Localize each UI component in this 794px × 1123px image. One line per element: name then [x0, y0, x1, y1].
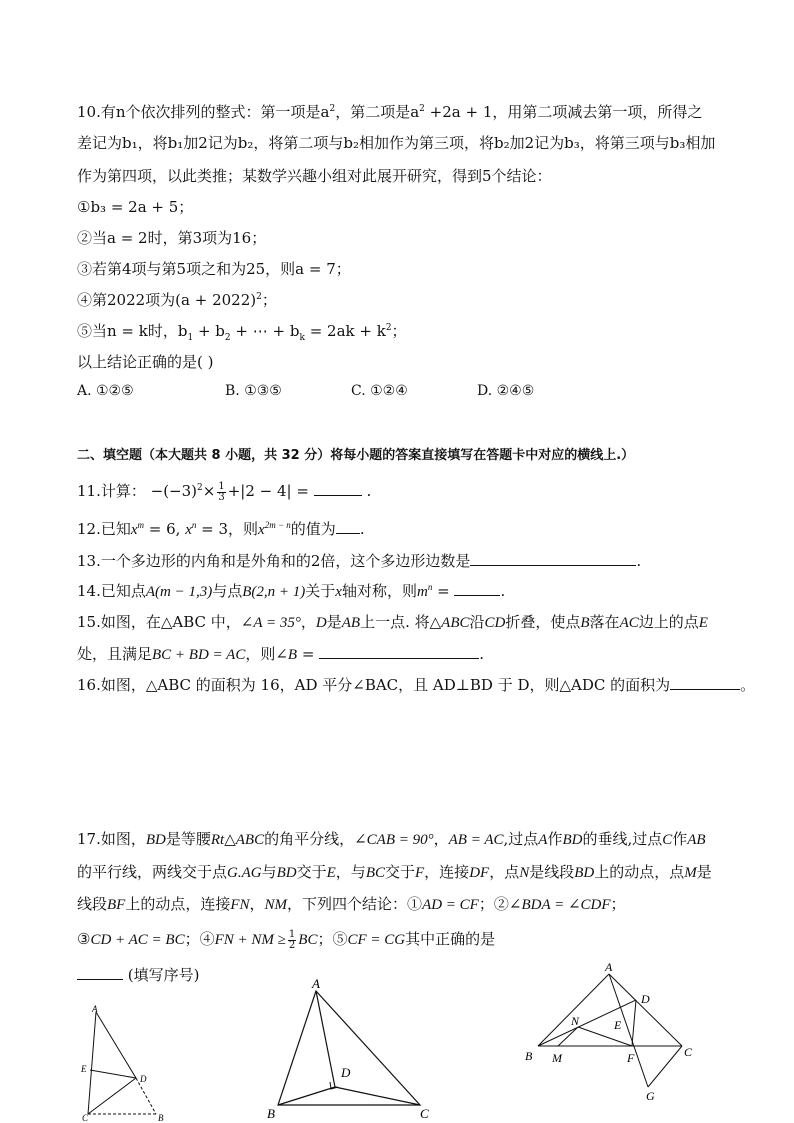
- q14-answer-blank[interactable]: [454, 581, 500, 596]
- fig3-label-d: D: [641, 992, 650, 1006]
- section-2-header: 二、填空题（本大题共 8 小题，共 32 分）将每小题的答案直接填写在答题卡中对应的横线上.）: [77, 448, 635, 463]
- fig1-label-c: C: [82, 1113, 89, 1123]
- fig3-label-e: E: [614, 1018, 622, 1032]
- q17-line4: ③CD + AC = BC；④FN + NM ≥ $\frac{1}{2}$ BC；⑤CF = CG其中正确的是: [77, 928, 496, 951]
- q13: 13.一个多边形的内角和是外角和的2倍，这个多边形边数是 .: [77, 552, 642, 570]
- q17-answer-blank[interactable]: [77, 965, 123, 980]
- fig3-label-b: B: [525, 1049, 533, 1063]
- q17-line2: 的平行线，两线交于点G.AG与BD交于E，与BC交于F，连接DF，点N是线段BD上的动点，点M是: [77, 863, 712, 881]
- q17-line1: 17.如图，BD是等腰Rt△ABC的角平分线，∠CAB = 90°，AB = AC,过点A作BD的垂线,过点C作AB: [77, 830, 706, 848]
- q10-statement-3: ③若第4项与第5项之和为25，则a = 7；: [77, 260, 351, 278]
- q16-answer-blank[interactable]: [670, 675, 740, 690]
- q16: 16.如图，△ABC 的面积为 16，AD 平分∠BAC，且 AD⊥BD 于 D，则△ADC 的面积为 。: [77, 676, 756, 694]
- q10-statement-5: ⑤当n = k时，$b_1 + b_2$ + ⋯ + $b_k = 2ak + k^2$；: [77, 322, 407, 343]
- q11: 11.计算： $-(-3)^2\times$ $\frac{1}{3}$ +|2 − 4| = .: [77, 480, 372, 503]
- fig2-label-d: D: [341, 1065, 351, 1080]
- q15-line1: 15.如图，在△ABC 中，∠A = 35°，D是AB上一点. 将△ABC沿CD折叠，使点B落在AC边上的点E: [77, 613, 708, 631]
- q10-line3: 作为第四项，以此类推；某数学兴趣小组对此展开研究，得到5个结论：: [77, 167, 552, 185]
- q10-line2: 差记为b₁，将b₁加2记为b₂，将第二项与b₂相加作为第三项，将b₂加2记为b₃，将第三项与b₃相加: [77, 134, 716, 152]
- q11-answer-blank[interactable]: [314, 481, 362, 496]
- q10-line1: 10.有n个依次排列的整式：第一项是$a^2$，第二项是$a^2 +2a + 1$，用第二项减去第一项，所得之: [77, 103, 703, 121]
- fig3-label-c: C: [684, 1045, 693, 1059]
- fig1-label-b: B: [158, 1113, 164, 1123]
- q17-line3: 线段BF上的动点，连接FN，NM，下列四个结论：①AD = CF；②∠BDA = ∠CDF；: [77, 895, 626, 913]
- q15-answer-blank[interactable]: [319, 644, 479, 659]
- q10-choice-d[interactable]: D. ②④⑤: [477, 383, 535, 399]
- fig3-label-m: M: [552, 1051, 562, 1065]
- q10-choice-a[interactable]: A. ①②⑤: [77, 383, 134, 399]
- fig3-label-f: F: [627, 1051, 635, 1065]
- fig1-label-e: E: [81, 1064, 87, 1074]
- q10-choice-b[interactable]: B. ①③⑤: [225, 383, 282, 399]
- fig3-label-g: G: [646, 1089, 655, 1103]
- q13-answer-blank[interactable]: [470, 551, 636, 566]
- fig1-label-a: A: [92, 1004, 98, 1014]
- q10-statement-4: ④第2022项为$(a + 2022)^2$；: [77, 291, 277, 309]
- q12-answer-blank[interactable]: [336, 519, 360, 534]
- fig1-label-d: D: [140, 1074, 147, 1084]
- q11-fraction: $\frac{1}{3}$: [218, 480, 225, 503]
- q15-line2: 处，且满足BC + BD = AC，则∠B = .: [77, 645, 484, 663]
- q10-question: 以上结论正确的是( ): [77, 353, 214, 371]
- q10-statement-2: ②当a = 2时，第3项为16；: [77, 229, 267, 247]
- figure-q17: [520, 958, 700, 1106]
- fig3-label-a: A: [605, 960, 613, 974]
- q10-choice-c[interactable]: C. ①②④: [351, 383, 408, 399]
- fig2-label-b: B: [267, 1106, 275, 1121]
- figure-q15: [78, 1000, 178, 1123]
- q10-statement-1: ①b₃ = 2a + 5；: [77, 198, 194, 216]
- figure-q16: [262, 975, 440, 1123]
- q12: 12.已知$x^m = 6$, $x^n = 3$，则$x^{2m - n}$的值为 .: [77, 520, 365, 538]
- q17-fraction: $\frac{1}{2}$: [288, 928, 296, 951]
- fig2-label-a: A: [312, 976, 320, 991]
- q17-line5: (填写序号): [77, 965, 199, 985]
- fig3-label-n: N: [571, 1014, 580, 1028]
- fig2-label-c: C: [420, 1106, 429, 1121]
- q14: 14.已知点A(m − 1,3)与点B(2,n + 1)关于x轴对称，则$m^n$ = .: [77, 582, 506, 600]
